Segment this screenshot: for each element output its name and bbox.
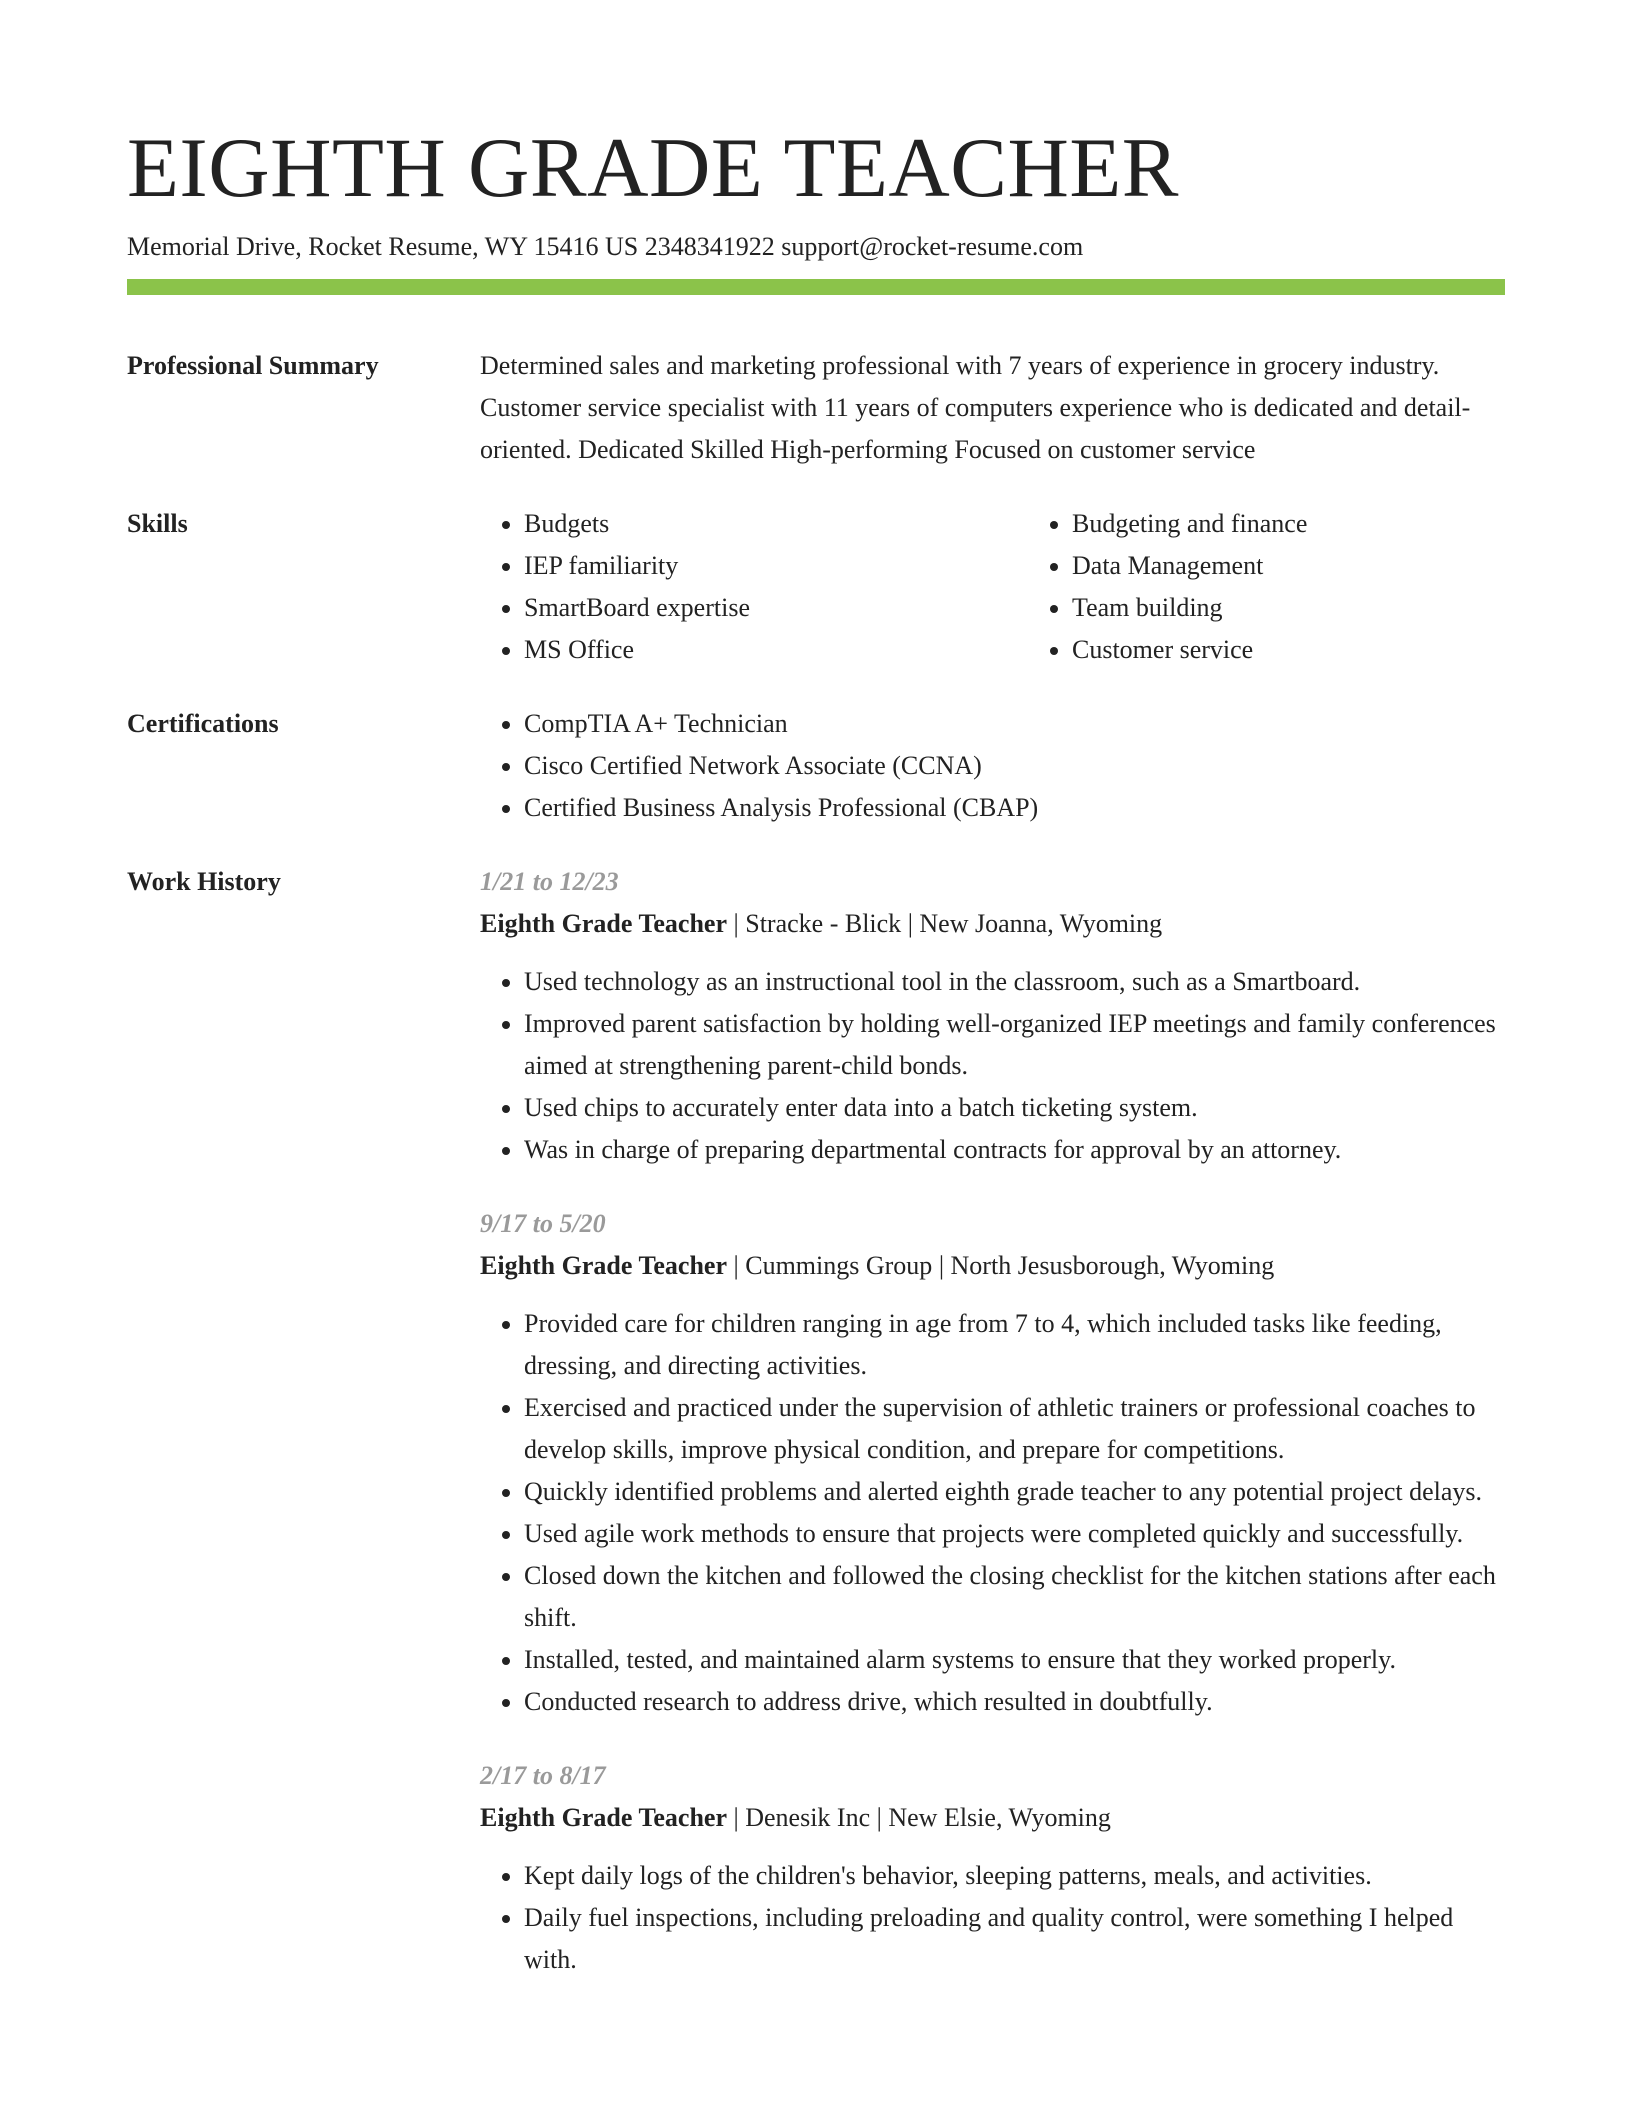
certifications-section	[127, 671, 1505, 829]
job-bullet: • Was in charge of preparing departmental contracts for approval by an attorney.	[524, 1129, 1505, 1171]
work-history-section	[127, 829, 1505, 1981]
job-title: Eighth Grade Teacher	[480, 1251, 728, 1280]
certifications-heading: Certifications	[127, 709, 279, 738]
certifications-body	[480, 703, 1505, 829]
certification-item: • Cisco Certified Network Associate (CCNA)	[524, 745, 1505, 787]
job-separator: |	[870, 1803, 889, 1832]
job-bullet: • Used agile work methods to ensure that projects were completed quickly and successfully.	[524, 1513, 1505, 1555]
job-bullet: • Kept daily logs of the children's behavior, sleeping patterns, meals, and activities.	[524, 1855, 1505, 1897]
job-title: Eighth Grade Teacher	[480, 909, 728, 938]
job-bullet: • Improved parent satisfaction by holding well-organized IEP meetings and family conferences aimed at strengthening parent-child bonds.	[524, 1003, 1505, 1087]
skills-list-left	[480, 503, 1028, 671]
skills-body	[480, 503, 1576, 671]
summary-heading: Professional Summary	[127, 351, 379, 380]
work-history-body	[480, 861, 1505, 1981]
contact-email: support@rocket-resume.com	[781, 232, 1084, 261]
job-title-line	[480, 1797, 1505, 1839]
job-company: Stracke - Blick	[745, 909, 902, 938]
resume-page	[127, 118, 1505, 1981]
contact-line	[127, 230, 1505, 264]
job-location: North Jesusborough, Wyoming	[950, 1251, 1275, 1280]
summary-text: Determined sales and marketing professional with 7 years of experience in grocery industry. Customer service specialist with 11 years of computers experience who is dedicated and detail-oriented. Dedicated Skilled High-performing Focused on customer service	[480, 351, 1471, 464]
job-dates: 9/17 to 5/20	[480, 1209, 606, 1238]
summary-section	[127, 295, 1505, 471]
job-bullet: • Used technology as an instructional tool in the classroom, such as a Smartboard.	[524, 961, 1505, 1003]
skill-item: • IEP familiarity	[524, 545, 1028, 587]
job-dates: 1/21 to 12/23	[480, 867, 619, 896]
job-bullets	[480, 1855, 1505, 1981]
job-title-line	[480, 903, 1505, 945]
skill-item: • SmartBoard expertise	[524, 587, 1028, 629]
skill-item: • Customer service	[1072, 629, 1576, 671]
job-separator: |	[727, 1251, 746, 1280]
job-separator: |	[901, 909, 920, 938]
job-bullets	[480, 1303, 1505, 1723]
job-entry	[480, 861, 1505, 1171]
job-entry	[480, 1203, 1505, 1723]
job-bullet: • Installed, tested, and maintained alarm systems to ensure that they worked properly.	[524, 1639, 1505, 1681]
job-bullet: • Used chips to accurately enter data into a batch ticketing system.	[524, 1087, 1505, 1129]
job-company: Denesik Inc	[745, 1803, 871, 1832]
contact-phone: 2348341922	[644, 232, 775, 261]
skills-list-right	[1028, 503, 1576, 671]
summary-body	[480, 345, 1505, 471]
job-bullet: • Closed down the kitchen and followed the closing checklist for the kitchen stations after each shift.	[524, 1555, 1505, 1639]
job-title-line	[480, 1245, 1505, 1287]
job-location: New Joanna, Wyoming	[919, 909, 1163, 938]
job-entry	[480, 1755, 1505, 1981]
job-bullet: • Daily fuel inspections, including preloading and quality control, were something I helped with.	[524, 1897, 1505, 1981]
job-bullet: • Quickly identified problems and alerted eighth grade teacher to any potential project delays.	[524, 1471, 1505, 1513]
skill-item: • Budgeting and finance	[1072, 503, 1576, 545]
skill-item: • Team building	[1072, 587, 1576, 629]
skills-grid	[480, 503, 1576, 671]
certification-item: • CompTIA A+ Technician	[524, 703, 1505, 745]
skill-item: • MS Office	[524, 629, 1028, 671]
job-bullets	[480, 961, 1505, 1171]
skills-section	[127, 471, 1505, 671]
skill-item: • Data Management	[1072, 545, 1576, 587]
job-separator: |	[932, 1251, 951, 1280]
job-separator: |	[727, 1803, 746, 1832]
work-history-heading: Work History	[127, 867, 281, 896]
certification-item: • Certified Business Analysis Professional (CBAP)	[524, 787, 1505, 829]
job-title: Eighth Grade Teacher	[480, 1803, 728, 1832]
certifications-list	[480, 703, 1505, 829]
job-bullet: • Exercised and practiced under the supervision of athletic trainers or professional coaches to develop skills, improve physical condition, and prepare for competitions.	[524, 1387, 1505, 1471]
job-company: Cummings Group	[745, 1251, 933, 1280]
job-location: New Elsie, Wyoming	[888, 1803, 1111, 1832]
job-dates: 2/17 to 8/17	[480, 1761, 606, 1790]
contact-address: Memorial Drive, Rocket Resume, WY 15416 US	[127, 232, 639, 261]
header-divider	[127, 279, 1505, 295]
resume-name: EIGHTH GRADE TEACHER	[127, 121, 1179, 215]
skills-heading: Skills	[127, 509, 188, 538]
job-bullet: • Provided care for children ranging in age from 7 to 4, which included tasks like feeding, dressing, and directing activities.	[524, 1303, 1505, 1387]
job-bullet: • Conducted research to address drive, which resulted in doubtfully.	[524, 1681, 1505, 1723]
skill-item: • Budgets	[524, 503, 1028, 545]
job-separator: |	[727, 909, 746, 938]
